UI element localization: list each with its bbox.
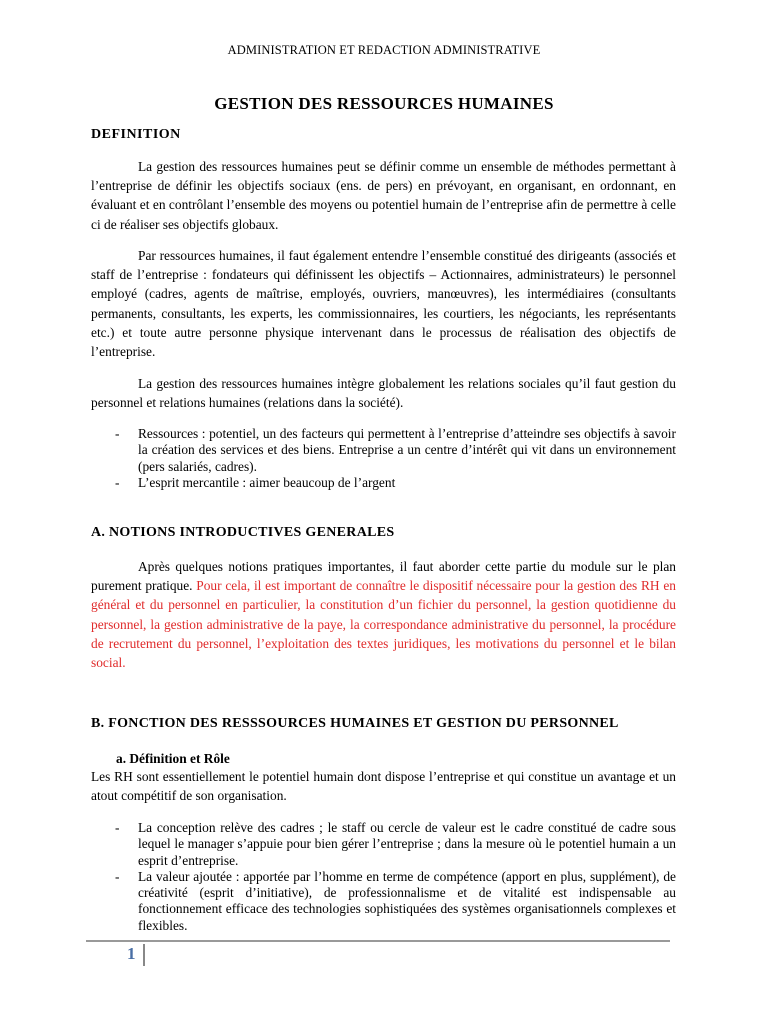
highlighted-text: Pour cela, il est important de connaître le dispositif nécessaire pour la gestion des RH en général et du personnel en particulier, la constitution d’un fichier du personnel, la gestion quotidienne du personnel, la gestion administrative de la paye, la correspondance administrative du personnel, la procédure de recrutement du personnel, l’exploitation des textes juridiques, les motivations du personnel et le bilan social.	[91, 578, 676, 671]
document-title: GESTION DES RESSOURCES HUMAINES	[214, 94, 554, 113]
list-item: - La conception relève des cadres ; le staff ou cercle de valeur est le cadre constitué de cadre sous lequel le manager s’appuie pour bien gérer l’entreprise ; dans la mesure où le potentiel humain a un esprit d’entreprise.	[115, 820, 676, 868]
list-item: - La valeur ajoutée : apportée par l’homme en terme de compétence (apport en plus, supplément), de créativité (esprit d’initiative), de professionnalisme et de vitalité est indispensable au fonctionnement efficace des technologies sophistiquées des systèmes organisationnels complexes et flexibles.	[115, 868, 676, 933]
page-number: 1	[127, 944, 136, 963]
section-a-heading: A. NOTIONS INTRODUCTIVES GENERALES	[91, 525, 395, 540]
definition-paragraph-3: La gestion des ressources humaines intègre globalement les relations sociales qu’il faut gestion du personnel et relations humaines (relations dans la société).	[91, 376, 676, 411]
running-header: ADMINISTRATION ET REDACTION ADMINISTRATIVE	[227, 43, 541, 57]
definition-paragraph-2: Par ressources humaines, il faut également entendre l’ensemble constitué des dirigeants (associés et staff de l’entreprise : fondateurs qui définissent les objectifs – Actionnaires, administrateurs) le personnel employé (cadres, agents de maîtrise, employés, ouvriers, manœuvres), les intermédiaires (consultants permanents, consultants, les experts, les commissionnaires, les courtiers, les négociants, les représentants etc.) et toute autre personne physique intervenant dans le processus de réalisation des objectifs de l’entreprise.	[91, 248, 676, 360]
dash-bullet-icon: -	[115, 426, 120, 441]
page-number-separator	[143, 944, 145, 966]
section-b-bullet-list	[91, 820, 676, 934]
definition-heading: DEFINITION	[91, 127, 181, 142]
section-b-paragraph: Les RH sont essentiellement le potentiel humain dont dispose l’entreprise et qui constitue un avantage et un atout compétitif de son organisation.	[91, 769, 676, 804]
footer-divider	[86, 940, 670, 942]
dash-bullet-icon: -	[115, 820, 120, 835]
dash-bullet-icon: -	[115, 474, 120, 490]
subsection-heading: a. Définition et Rôle	[116, 751, 230, 766]
list-item: - L’esprit mercantile : aimer beaucoup de l’argent	[115, 474, 396, 490]
section-b-heading: B. FONCTION DES RESSSOURCES HUMAINES ET GESTION DU PERSONNEL	[91, 716, 619, 731]
section-a-paragraph: Après quelques notions pratiques importantes, il faut aborder cette partie du module sur le plan purement pratique. Pour cela, il est important de connaître le dispositif nécessaire pour la gestion des RH en général et du personnel en particulier, la constitution d’un fichier du personnel, la gestion quotidienne du personnel, la gestion administrative de la paye, la correspondance administrative du personnel, la procédure de recrutement du personnel, l’exploitation des textes juridiques, les motivations du personnel et le bilan social.	[91, 559, 676, 671]
definition-bullet-list	[91, 426, 676, 491]
dash-bullet-icon: -	[115, 868, 120, 884]
list-item: - Ressources : potentiel, un des facteurs qui permettent à l’entreprise d’atteindre ses objectifs à savoir la création des services et des biens. Entreprise a un centre d’intérêt qui vit dans un environnement (pers salariés, cadres).	[115, 426, 676, 474]
definition-paragraph-1: La gestion des ressources humaines peut se définir comme un ensemble de méthodes permettant à l’entreprise de définir les objectifs sociaux (ens. de pers) en prévoyant, en organisant, en ordonnant, en évaluant et en contrôlant l’ensemble des moyens ou potentiel humain de l’entreprise afin de permettre à celle ci de réaliser ses objectifs globaux.	[91, 159, 676, 232]
